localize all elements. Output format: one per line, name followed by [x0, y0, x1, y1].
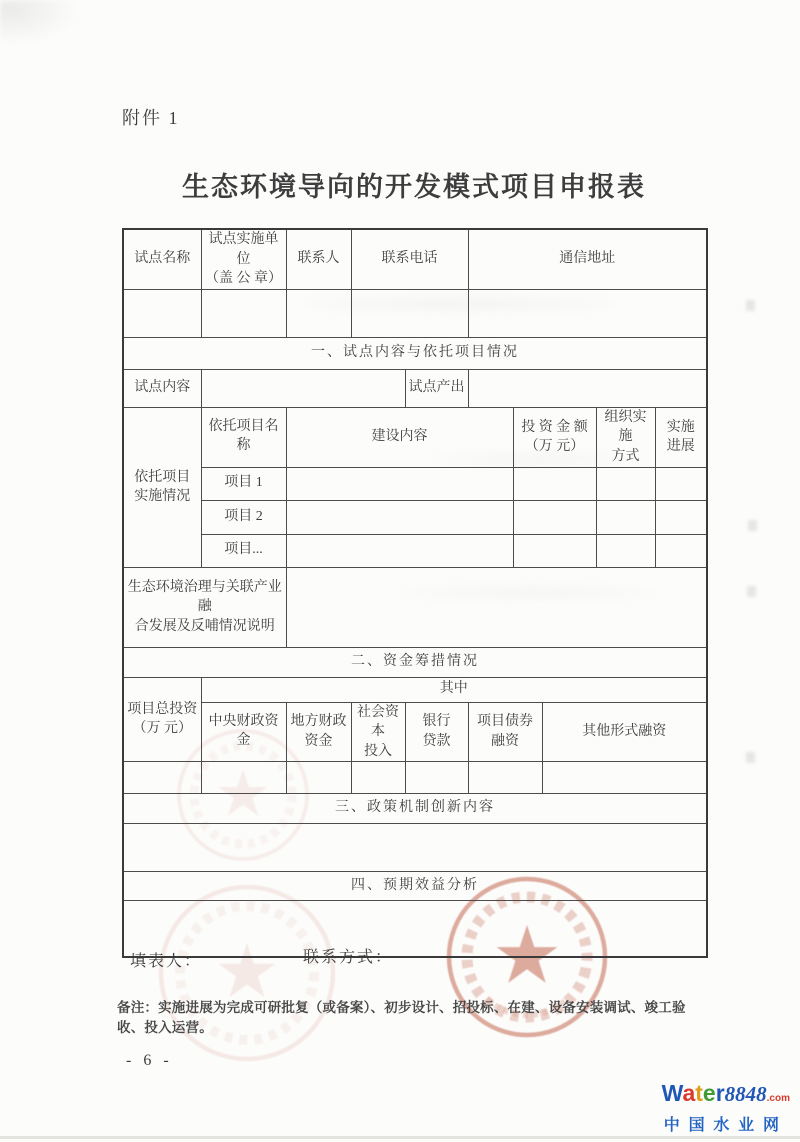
funding-columns-row [123, 702, 707, 762]
section4-content-row [123, 901, 707, 957]
edge-mark [747, 586, 756, 597]
pilot-content-row [123, 369, 707, 407]
col-progress: 实施 进展 [655, 407, 707, 467]
section1-title: 一、试点内容与依托项目情况 [123, 337, 707, 369]
contact-method-label: 联系方式： [303, 949, 394, 966]
cell-contact-phone-label: 联系电话 [351, 229, 468, 289]
form-filler-label: 填表人： [130, 953, 203, 970]
cell-project-group-label: 依托项目 实施情况 [123, 407, 201, 567]
remark-note: 备注：实施进展为完成可研批复（或备案）、初步设计、招投标、在建、设备安装调试、竣工验收、投入运营。 [117, 1000, 686, 1035]
cell-project-1: 项目 1 [201, 467, 286, 500]
section4-title: 四、预期效益分析 [123, 872, 707, 901]
col-other-financing: 其他形式融资 [542, 702, 707, 762]
blank-cell [286, 467, 513, 500]
blank-cell [542, 762, 707, 794]
blank-cell [596, 534, 655, 567]
edge-mark [746, 752, 755, 763]
blank-cell [286, 567, 707, 647]
blank-cell [596, 467, 655, 500]
col-bank-loan: 银行 贷款 [405, 702, 468, 762]
blank-cell [123, 901, 707, 957]
blank-cell [286, 762, 351, 794]
cell-eco-note-label: 生态环境治理与关联产业融 合发展及反哺情况说明 [123, 567, 286, 647]
section4-header-row [123, 872, 707, 901]
col-project-name: 依托项目名称 [201, 407, 286, 467]
blank-cell [123, 824, 707, 872]
blank-cell [201, 762, 286, 794]
blank-cell [513, 500, 596, 534]
project-row-1 [123, 467, 707, 500]
table-row-top-header [123, 229, 707, 289]
section3-content-row [123, 824, 707, 872]
col-construction-content: 建设内容 [286, 407, 513, 467]
col-bond-financing: 项目债券 融资 [468, 702, 542, 762]
cell-among-label: 其中 [201, 677, 707, 702]
attachment-label: 附件 1 [122, 108, 180, 128]
blank-cell [468, 289, 707, 337]
cell-contact-person-label: 联系人 [286, 229, 351, 289]
watermark-brand-word: Water [661, 1080, 725, 1106]
blank-cell [351, 289, 468, 337]
blank-cell [351, 762, 405, 794]
cell-pilot-output-label: 试点产出 [405, 369, 468, 407]
watermark-brand-line [662, 1082, 790, 1110]
project-row-more [123, 534, 707, 567]
blank-cell [513, 534, 596, 567]
project-columns-header-row [123, 407, 707, 467]
blank-cell [201, 369, 405, 407]
blank-cell [596, 500, 655, 534]
blank-cell [655, 500, 707, 534]
cell-pilot-content-label: 试点内容 [123, 369, 201, 407]
scan-bottom-edge [0, 1136, 800, 1139]
cell-total-investment-label: 项目总投资 （万 元） [123, 677, 201, 762]
section1-header-row [123, 337, 707, 369]
cell-pilot-name-label: 试点名称 [123, 229, 201, 289]
scan-corner-smudge [0, 0, 80, 46]
blank-cell [405, 762, 468, 794]
section2-title: 二、资金筹措情况 [123, 647, 707, 677]
col-local-fiscal: 地方财政 资金 [286, 702, 351, 762]
eco-note-row [123, 567, 707, 647]
table-row-top-values [123, 289, 707, 337]
application-form-table [122, 228, 708, 958]
blank-cell [286, 500, 513, 534]
blank-cell [468, 369, 707, 407]
blank-cell [513, 467, 596, 500]
blank-cell [655, 534, 707, 567]
section3-header-row [123, 794, 707, 824]
cell-mail-address-label: 通信地址 [468, 229, 707, 289]
funding-values-row [123, 762, 707, 794]
blank-cell [201, 289, 286, 337]
watermark-number: 8848 [724, 1082, 767, 1106]
page-number: - 6 - [126, 1052, 173, 1069]
edge-mark [746, 300, 755, 311]
blank-cell [286, 534, 513, 567]
col-org-method: 组织实施 方式 [596, 407, 655, 467]
edge-mark [748, 520, 757, 531]
blank-cell [123, 762, 201, 794]
col-central-fiscal: 中央财政资金 [201, 702, 286, 762]
watermark-subtitle: 中国水业网 [663, 1117, 788, 1134]
cell-project-2: 项目 2 [201, 500, 286, 534]
blank-cell [286, 289, 351, 337]
funding-among-row [123, 677, 707, 702]
page-title: 生态环境导向的开发模式项目申报表 [182, 172, 646, 202]
watermark-logo [662, 1082, 790, 1135]
project-row-2 [123, 500, 707, 534]
watermark-tld: .com [766, 1093, 790, 1104]
section2-header-row [123, 647, 707, 677]
col-social-capital: 社会资本 投入 [351, 702, 405, 762]
blank-cell [468, 762, 542, 794]
cell-unit-label: 试点实施单位 （盖 公 章） [201, 229, 286, 289]
col-investment-amount: 投 资 金 额 （万 元） [513, 407, 596, 467]
cell-project-more: 项目... [201, 534, 286, 567]
section3-title: 三、政策机制创新内容 [123, 794, 707, 824]
blank-cell [123, 289, 201, 337]
blank-cell [655, 467, 707, 500]
